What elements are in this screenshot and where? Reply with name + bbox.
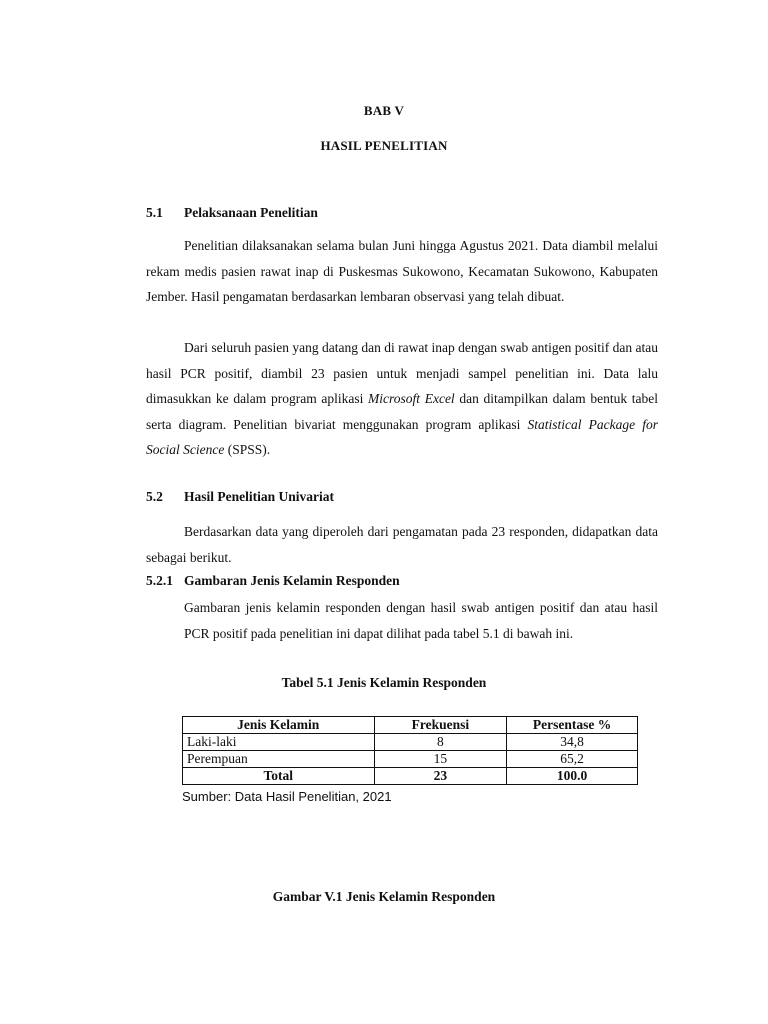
section-5-2-heading <box>146 489 334 505</box>
table-caption: Tabel 5.1 Jenis Kelamin Responden <box>281 675 487 690</box>
cell-frekuensi: 8 <box>374 734 507 751</box>
italic-text: Microsoft Excel <box>368 391 455 406</box>
text-run: dan ditampilkan dalam bentuk tabel serta diagram. Penelitian bivariat menggunakan program aplikasi <box>146 391 658 432</box>
paragraph-univariat: Berdasarkan data yang diperoleh dari pengamatan pada 23 responden, didapatkan data sebagai berikut. <box>146 524 658 565</box>
paragraph-jenis-kelamin: Gambaran jenis kelamin responden dengan hasil swab antigen positif dan atau hasil PCR positif pada penelitian ini dapat dilihat pada tabel 5.1 di bawah ini. <box>184 600 658 641</box>
section-number: 5.2 <box>146 489 163 504</box>
section-title: Hasil Penelitian Univariat <box>184 489 334 504</box>
cell-persentase: 34,8 <box>507 734 638 751</box>
cell-frekuensi: 15 <box>374 751 507 768</box>
figure-caption: Gambar V.1 Jenis Kelamin Responden <box>272 889 496 904</box>
cell-persentase: 65,2 <box>507 751 638 768</box>
section-number: 5.1 <box>146 205 163 220</box>
total-persentase: 100.0 <box>507 768 638 785</box>
gender-table <box>182 716 638 785</box>
header-frekuensi: Frekuensi <box>374 717 507 734</box>
section-number: 5.2.1 <box>146 573 173 588</box>
cell-jenis-kelamin: Laki-laki <box>183 734 375 751</box>
total-frekuensi: 23 <box>374 768 507 785</box>
table-row <box>183 751 638 768</box>
header-persentase: Persentase % <box>507 717 638 734</box>
table-row <box>183 734 638 751</box>
paragraph-pelaksanaan-1: Penelitian dilaksanakan selama bulan Juni hingga Agustus 2021. Data diambil melalui rekam medis pasien rawat inap di Puskesmas Sukowono, Kecamatan Sukowono, Kabupaten Jember. Hasil pengamatan berdasarkan lembaran observasi yang telah dibuat. <box>146 238 658 304</box>
section-title: Pelaksanaan Penelitian <box>184 205 318 220</box>
chapter-title: HASIL PENELITIAN <box>320 138 448 153</box>
chapter-number: BAB V <box>363 103 405 118</box>
table-total-row <box>183 768 638 785</box>
table-header-row <box>183 717 638 734</box>
section-5-2-1-heading <box>146 573 400 589</box>
section-title: Gambaran Jenis Kelamin Responden <box>184 573 400 588</box>
italic-text: Statistical Package for Social Science <box>146 416 658 457</box>
section-5-1-heading <box>146 205 318 221</box>
paragraph-pelaksanaan-2 <box>146 335 658 463</box>
text-run: (SPSS). <box>224 442 271 457</box>
header-jenis-kelamin: Jenis Kelamin <box>183 717 375 734</box>
text-run: Dari seluruh pasien yang datang dan di rawat inap dengan swab antigen positif dan atau hasil PCR positif, diambil 23 pasien untuk menjadi sampel penelitian ini. Data lalu dimasukkan ke dalam program aplikasi <box>146 340 658 406</box>
total-label: Total <box>183 768 375 785</box>
table-source: Sumber: Data Hasil Penelitian, 2021 <box>182 789 392 804</box>
cell-jenis-kelamin: Perempuan <box>183 751 375 768</box>
